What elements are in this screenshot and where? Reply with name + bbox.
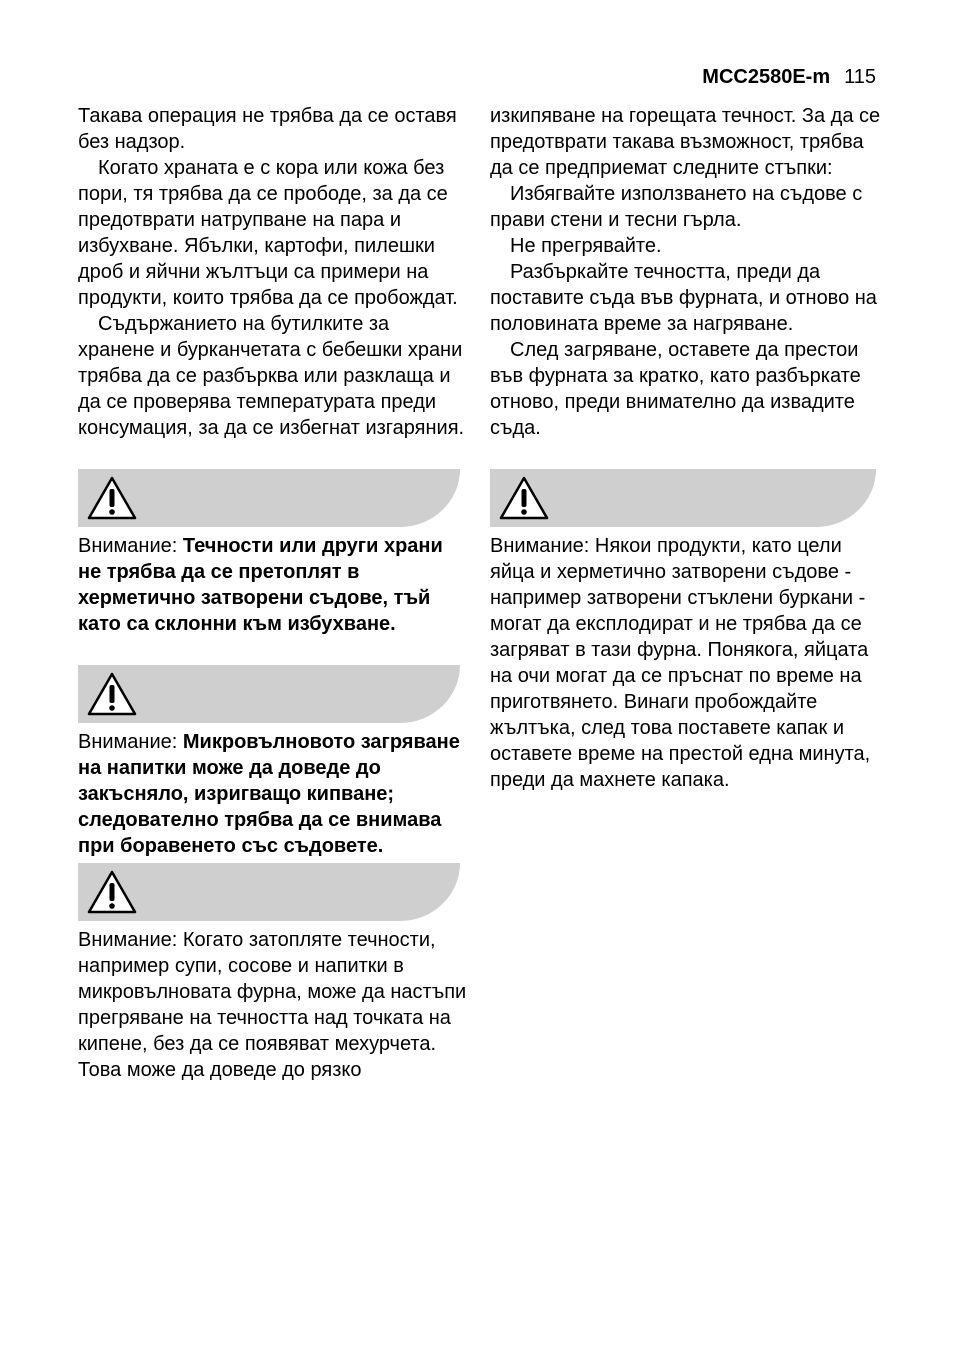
paragraph: След загряване, оставете да престои във фурната за кратко, като разбъркате отново, преди внимателно да извадите съда. — [490, 339, 861, 439]
warning-body: Някои продукти, като цели яйца и херметично затворени съдове - например затворени стъклени буркани - могат да експлодират и не трябва да се загряват в тази фурна. Понякога, яйцата на очи могат да се пръснат по време на приготвянето. Винаги пробождайте жълтъка, след това поставете капак и оставете време на престой една минута, преди да махнете капака. — [490, 535, 871, 791]
warning-text — [78, 533, 470, 637]
right-column — [490, 103, 890, 793]
left-column — [78, 103, 470, 1083]
warning-text — [78, 729, 470, 859]
warning-body: Микровълновото загряване на напитки може да доведе до закъсняло, изригващо кипване; следователно трябва да се внимава при боравенето със съдовете. — [78, 731, 460, 857]
warning-body: Течности или други храни не трябва да се претоплят в херметично затворени съдове, тъй като са склонни към избухване. — [78, 535, 443, 635]
paragraph: Избягвайте използването на съдове с прави стени и тесни гърла. — [490, 183, 863, 231]
warning-body: Когато затопляте течности, например супи, сосове и напитки в микровълновата фурна, може да настъпи прегряване на течността над точката на кипене, без да се появяват мехурчета. Това може да доведе до рязко — [78, 929, 467, 1081]
warning-label: Внимание: — [78, 731, 183, 753]
warning-triangle-icon — [86, 475, 138, 521]
paragraph: Разбъркайте течността, преди да поставите съда във фурната, и отново на половината време за нагряване. — [490, 261, 877, 335]
model-name: MCC2580E-m — [702, 66, 831, 88]
warning-triangle-icon — [498, 475, 550, 521]
paragraph: Съдържанието на бутилките за хранене и бурканчетата с бебешки храни трябва да се разбърква или разклаща и да се проверява температурата преди консумация, за да се избегнат изгаряния. — [78, 313, 465, 439]
warning-triangle-icon — [86, 671, 138, 717]
warning-label: Внимание: — [78, 535, 183, 557]
page-number: 115 — [844, 66, 876, 88]
paragraph: изкипяване на горещата течност. За да се предотврати такава възможност, трябва да се предприемат следните стъпки: — [490, 105, 881, 179]
warning-label: Внимание: — [490, 535, 595, 557]
warning-band — [78, 665, 470, 723]
warning-band — [490, 469, 890, 527]
warning-band — [78, 863, 470, 921]
page-header — [702, 64, 876, 90]
warning-band — [78, 469, 470, 527]
warning-triangle-icon — [86, 869, 138, 915]
warning-text — [78, 927, 470, 1083]
paragraph: Когато храната е с кора или кожа без пори, тя трябва да се прободе, за да се предотврати натрупване на пара и избухване. Ябълки, картофи, пилешки дроб и яйчни жълтъци са примери на продукти, които трябва да се пробождат. — [78, 157, 458, 309]
warning-label: Внимание: — [78, 929, 183, 951]
warning-text — [490, 533, 890, 793]
paragraph: Не прегрявайте. — [510, 235, 662, 257]
paragraph: Такава операция не трябва да се оставя без надзор. — [78, 105, 457, 153]
